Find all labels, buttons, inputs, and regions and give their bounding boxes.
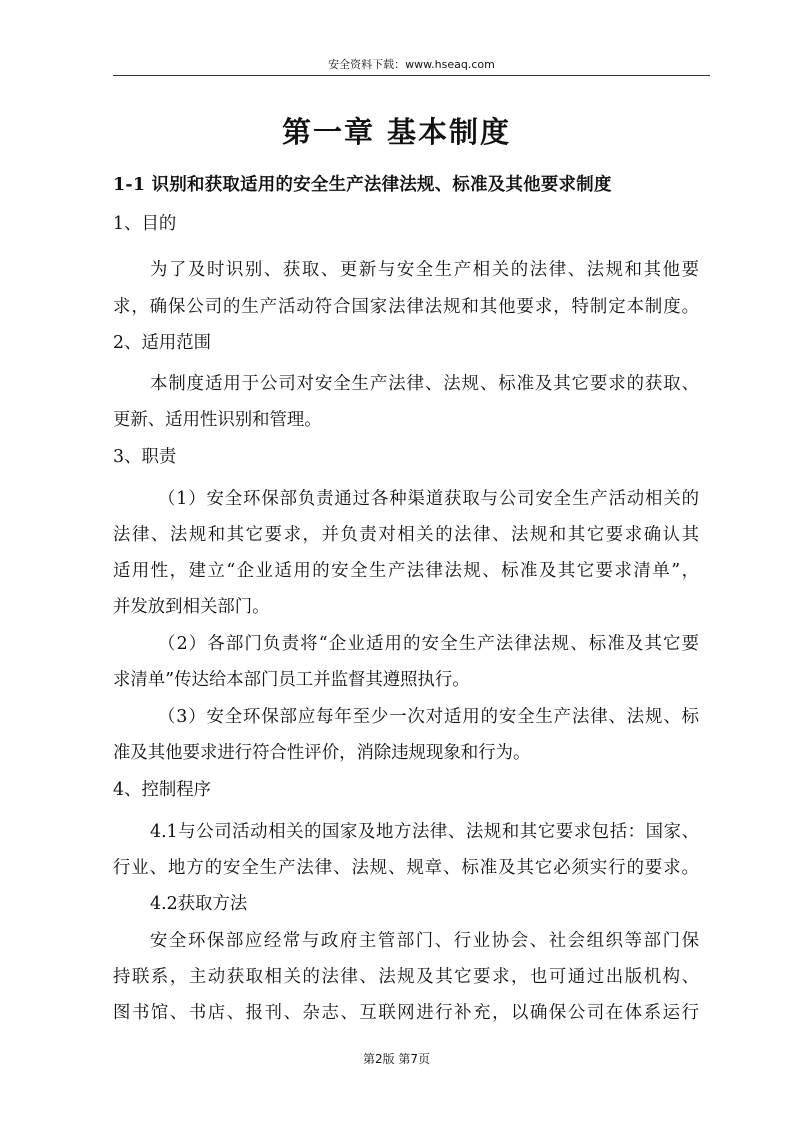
- paragraph-line: 法律、法规和其它要求，并负责对相关的法律、法规和其它要求确认其: [113, 525, 699, 545]
- heading-scope: 2、适用范围: [113, 333, 212, 353]
- heading-responsibilities: 3、职责: [113, 447, 177, 467]
- page-header: 安全资料下载：www.hseaq.com: [328, 58, 495, 71]
- paragraph-line: 为了及时识别、获取、更新与安全生产相关的法律、法规和其他要: [150, 260, 699, 280]
- paragraph-line: 求，确保公司的生产活动符合国家法律法规和其他要求，特制定本制度。: [113, 297, 699, 317]
- paragraph-line: 并发放到相关部门。: [113, 597, 270, 617]
- section-title: 1-1 识别和获取适用的安全生产法律法规、标准及其他要求制度: [113, 175, 612, 195]
- heading-control-procedure: 4、控制程序: [113, 780, 212, 800]
- paragraph-line: 持联系，主动获取相关的法律、法规及其它要求，也可通过出版机构、: [113, 967, 699, 987]
- paragraph-line: 求清单”传达给本部门员工并监督其遵照执行。: [113, 670, 470, 690]
- paragraph-line: 图书馆、书店、报刊、杂志、互联网进行补充，以确保公司在体系运行: [113, 1003, 699, 1023]
- paragraph-line: （1）安全环保部负责通过各种渠道获取与公司安全生产活动相关的: [158, 489, 699, 509]
- paragraph-line: （3）安全环保部应每年至少一次对适用的安全生产法律、法规、标: [158, 707, 699, 727]
- paragraph-line: 本制度适用于公司对安全生产法律、法规、标准及其它要求的获取、: [150, 374, 699, 394]
- paragraph-line: 更新、适用性识别和管理。: [113, 410, 322, 430]
- page-footer: 第2版 第7页: [362, 1052, 431, 1066]
- paragraph-line: 4.1与公司活动相关的国家及地方法律、法规和其它要求包括：国家、: [150, 822, 699, 842]
- paragraph-line: 准及其他要求进行符合性评价，消除违规现象和行为。: [113, 743, 531, 763]
- paragraph-line: 安全环保部应经常与政府主管部门、行业协会、社会组织等部门保: [150, 931, 699, 951]
- heading-purpose: 1、目的: [113, 214, 177, 234]
- paragraph-line: 行业、地方的安全生产法律、法规、规章、标准及其它必须实行的要求。: [113, 858, 699, 878]
- header-divider: [113, 75, 710, 76]
- subheading-acquisition-method: 4.2获取方法: [150, 894, 248, 914]
- paragraph-line: 适用性，建立“企业适用的安全生产法律法规、标准及其它要求清单”，: [113, 561, 699, 581]
- paragraph-line: （2）各部门负责将“企业适用的安全生产法律法规、标准及其它要: [158, 634, 699, 654]
- chapter-title: 第一章 基本制度: [281, 115, 512, 149]
